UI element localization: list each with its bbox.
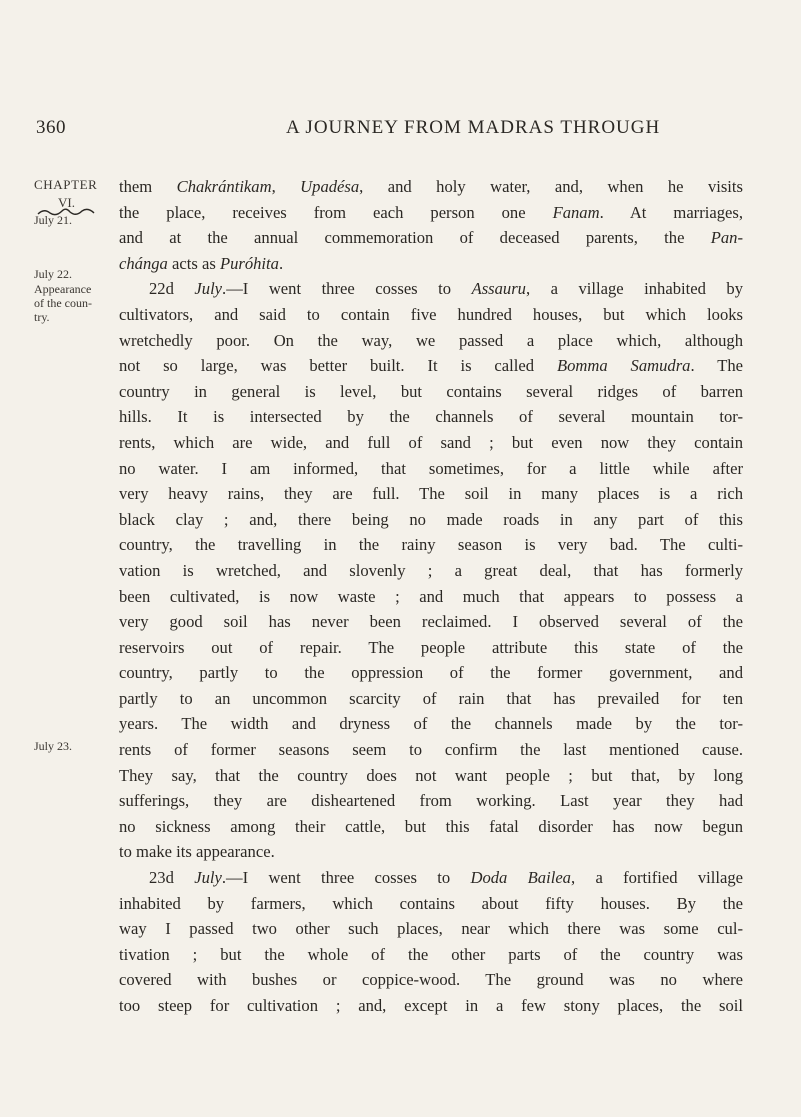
margin-note-try: try.: [34, 310, 50, 324]
text-line: They say, that the country does not want people ; but that, by long: [119, 765, 743, 785]
page-number: 360: [36, 117, 66, 138]
text-line: 23d July.—I went three cosses to Doda Bailea, a fortified village: [149, 868, 743, 888]
text-line: country in general is level, but contains several ridges of barren: [119, 381, 743, 401]
text-line: 22d July.—I went three cosses to Assauru, a village inhabited by: [149, 279, 743, 299]
text-line: sufferings, they are disheartened from working. Last year they had: [119, 791, 743, 811]
text-line: years. The width and dryness of the channels made by the tor-: [119, 714, 743, 734]
text-line: and at the annual commemoration of deceased parents, the Pan-: [119, 228, 743, 248]
text-line: rents of former seasons seem to confirm the last mentioned cause.: [119, 740, 743, 760]
text-line: the place, receives from each person one Fanam. At marriages,: [119, 202, 743, 222]
body-text: [119, 174, 743, 1019]
text-line: rents, which are wide, and full of sand ; but even now they contain: [119, 432, 743, 452]
text-line: country, the travelling in the rainy season is very bad. The culti-: [119, 535, 743, 555]
text-line: to make its appearance.: [119, 842, 275, 862]
margin-note-july-22: July 22.: [34, 267, 73, 281]
text-line: chánga acts as Puróhita.: [119, 253, 284, 273]
chapter-number: VI.: [58, 195, 75, 210]
margin-note-of-the-coun: of the coun-: [34, 296, 92, 310]
text-line: country, partly to the oppression of the former government, and: [119, 663, 743, 683]
text-line: very heavy rains, they are full. The soil in many places is a rich: [119, 484, 743, 504]
text-line: cultivators, and said to contain five hundred houses, but which looks: [119, 304, 743, 324]
text-line: no water. I am informed, that sometimes, for a little while after: [119, 458, 743, 478]
text-line: them Chakrántikam, Upadésa, and holy water, and, when he visits: [119, 177, 743, 196]
running-title: A JOURNEY FROM MADRAS THROUGH: [286, 117, 661, 138]
text-line: tivation ; but the whole of the other parts of the country was: [119, 944, 743, 964]
text-line: way I passed two other such places, near which there was some cul-: [119, 919, 743, 939]
margin-note-july-23: July 23.: [34, 739, 73, 753]
text-line: inhabited by farmers, which contains about fifty houses. By the: [119, 893, 743, 913]
text-line: not so large, was better built. It is called Bomma Samudra. The: [119, 356, 743, 376]
text-line: very good soil has never been reclaimed. I observed several of the: [119, 612, 743, 632]
page-header: [36, 117, 748, 147]
text-line: partly to an uncommon scarcity of rain that has prevailed for ten: [119, 688, 743, 708]
text-line: black clay ; and, there being no made roads in any part of this: [119, 509, 743, 529]
margin-note-appearance: Appearance: [34, 282, 92, 296]
text-line: hills. It is intersected by the channels of several mountain tor-: [119, 407, 743, 427]
text-line: reservoirs out of repair. The people attribute this state of the: [119, 637, 743, 657]
text-line: no sickness among their cattle, but this fatal disorder has now begun: [119, 816, 743, 836]
text-line: been cultivated, is now waste ; and much that appears to possess a: [119, 586, 743, 606]
chapter-label: CHAPTER: [34, 177, 98, 192]
text-line: too steep for cultivation ; and, except in a few stony places, the soil: [119, 996, 743, 1015]
text-line: covered with bushes or coppice-wood. The ground was no where: [119, 970, 743, 990]
margin-column: [34, 177, 104, 753]
margin-note-july-21: July 21.: [34, 213, 73, 227]
text-line: vation is wretched, and slovenly ; a great deal, that has formerly: [119, 560, 743, 580]
text-line: wretchedly poor. On the way, we passed a place which, although: [119, 330, 743, 350]
